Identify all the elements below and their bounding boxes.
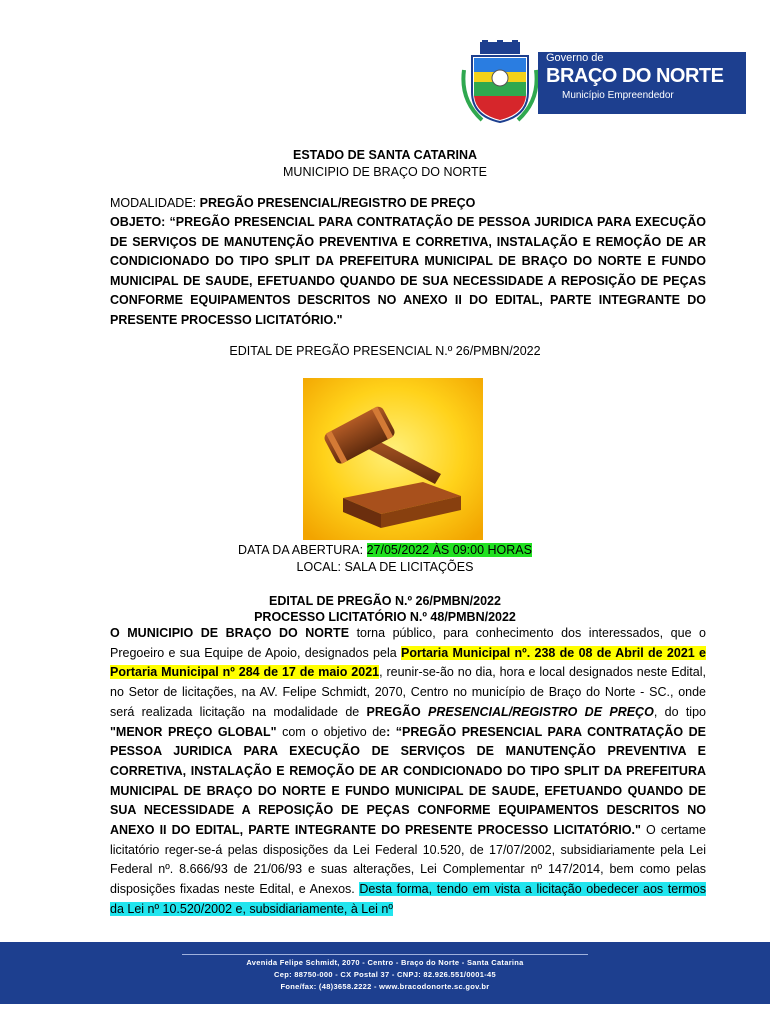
local-line: LOCAL: SALA DE LICITAÇÕES: [296, 560, 474, 574]
para-municipio: O MUNICIPIO DE BRAÇO DO NORTE: [110, 626, 350, 640]
abertura-value: 27/05/2022 ÀS 09:00 HORAS: [366, 543, 532, 557]
municipal-crest-icon: [460, 40, 540, 124]
footer-divider: [182, 954, 588, 955]
para-pregao: PREGÃO: [366, 704, 429, 719]
abertura-line: [0, 543, 770, 557]
para-text-4: com o objetivo de: [276, 724, 387, 739]
state-heading: ESTADO DE SANTA CATARINA: [292, 148, 478, 162]
para-text-5: O certame licitatório reger-se-á pelas disposições da Lei Federal 10.520, de 17/07/2002, subsidiariamente pela Lei Federal nº. 8.666/93 de 21/06/93 e suas alterações, Lei Complementar nº 147/2014, bem como pelas disposições fixadas neste Edital, e Anexos.: [110, 823, 706, 897]
footer-contact: Fone/fax: (48)3658.2222 - www.bracodonorte.sc.gov.br: [280, 982, 490, 991]
brand-subtitle: Município Empreendedor: [562, 90, 674, 101]
footer: [0, 942, 770, 1004]
modalidade-label: MODALIDADE:: [110, 196, 200, 210]
edital-title: EDITAL DE PREGÃO PRESENCIAL N.º 26/PMBN/2022: [229, 344, 541, 358]
footer-address: Avenida Felipe Schmidt, 2070 - Centro - Braço do Norte - Santa Catarina: [246, 958, 524, 967]
para-objeto: : “PREGÃO PRESENCIAL PARA CONTRATAÇÃO DE PESSOA JURIDICA PARA EXECUÇÃO DE SERVIÇOS DE MANUTENÇÃO PREVENTIVA E CORRETIVA, INSTALAÇÃO E REMOÇÃO DE AR CONDICIONADO DO TIPO SPLIT DA PREFEITURA MUNICIPAL DE BRAÇO DO NORTE E FUNDO MUNICIPAL DE SAUDE, EFETUANDO QUANDO DE SUA NECESSIDADE A REPOSIÇÃO DE PEÇAS CONFORME EQUIPAMENTOS DESCRITOS NO ANEXO II DO EDITAL, PARTE INTEGRANTE DO PRESENTE PROCESSO LICITATÓRIO.": [110, 724, 706, 838]
modalidade-value: PREGÃO PRESENCIAL/REGISTRO DE PREÇO: [199, 196, 476, 210]
edital-number: EDITAL DE PREGÃO N.º 26/PMBN/2022: [269, 594, 501, 608]
para-cyan-highlight: Desta forma, tendo em vista a licitação obedecer aos termos da Lei nº 10.520/2002 e, subsidiariamente, à Lei nº: [110, 882, 706, 916]
brand-small-text: Governo de: [546, 52, 604, 64]
modalidade-line: [110, 196, 475, 210]
footer-cep: Cep: 88750-000 - CX Postal 37 - CNPJ: 82.926.551/0001-45: [274, 970, 496, 979]
city-heading: MUNICIPIO DE BRAÇO DO NORTE: [283, 165, 487, 179]
main-paragraph: [110, 624, 706, 920]
gavel-icon: [303, 378, 483, 540]
para-presencial: PRESENCIAL/REGISTRO DE PREÇO: [428, 704, 654, 719]
brand-title: BRAÇO DO NORTE: [546, 65, 724, 87]
municipal-logo: [460, 40, 746, 124]
abertura-label: DATA DA ABERTURA:: [238, 543, 367, 557]
objeto-paragraph: OBJETO: “PREGÃO PRESENCIAL PARA CONTRATAÇÃO DE PESSOA JURIDICA PARA EXECUÇÃO DE SERVIÇOS DE MANUTENÇÃO PREVENTIVA E CORRETIVA, INSTALAÇÃO E REMOÇÃO DE AR CONDICIONADO DO TIPO SPLIT DA PREFEITURA MUNICIPAL DE BRAÇO DO NORTE E FUNDO MUNICIPAL DE SAUDE, EFETUANDO QUANDO DE SUA NECESSIDADE A REPOSIÇÃO DE PEÇAS CONFORME EQUIPAMENTOS DESCRITOS NO ANEXO II DO EDITAL, PARTE INTEGRANTE DO PRESENTE PROCESSO LICITATÓRIO.": [110, 215, 706, 327]
para-text-3: , do tipo: [653, 704, 706, 719]
para-text-2: , reunir-se-ão no dia, hora e local designados neste Edital, no Setor de licitações, na AV. Felipe Schmidt, 2070, Centro no município de Braço do Norte - SC., onde será realizada licitação na modalidade de: [110, 665, 706, 719]
para-menor-preco: "MENOR PREÇO GLOBAL": [110, 724, 277, 739]
para-text-1: torna público, para conhecimento dos interessados, que o Pregoeiro e sua Equipe de Apoio, designados pela: [110, 626, 707, 660]
para-portaria-highlight: Portaria Municipal nº. 238 de 08 de Abril de 2021 e Portaria Municipal nº 284 de 17 de maio 2021: [110, 645, 706, 680]
processo-number: PROCESSO LICITATÓRIO N.º 48/PMBN/2022: [254, 610, 516, 624]
